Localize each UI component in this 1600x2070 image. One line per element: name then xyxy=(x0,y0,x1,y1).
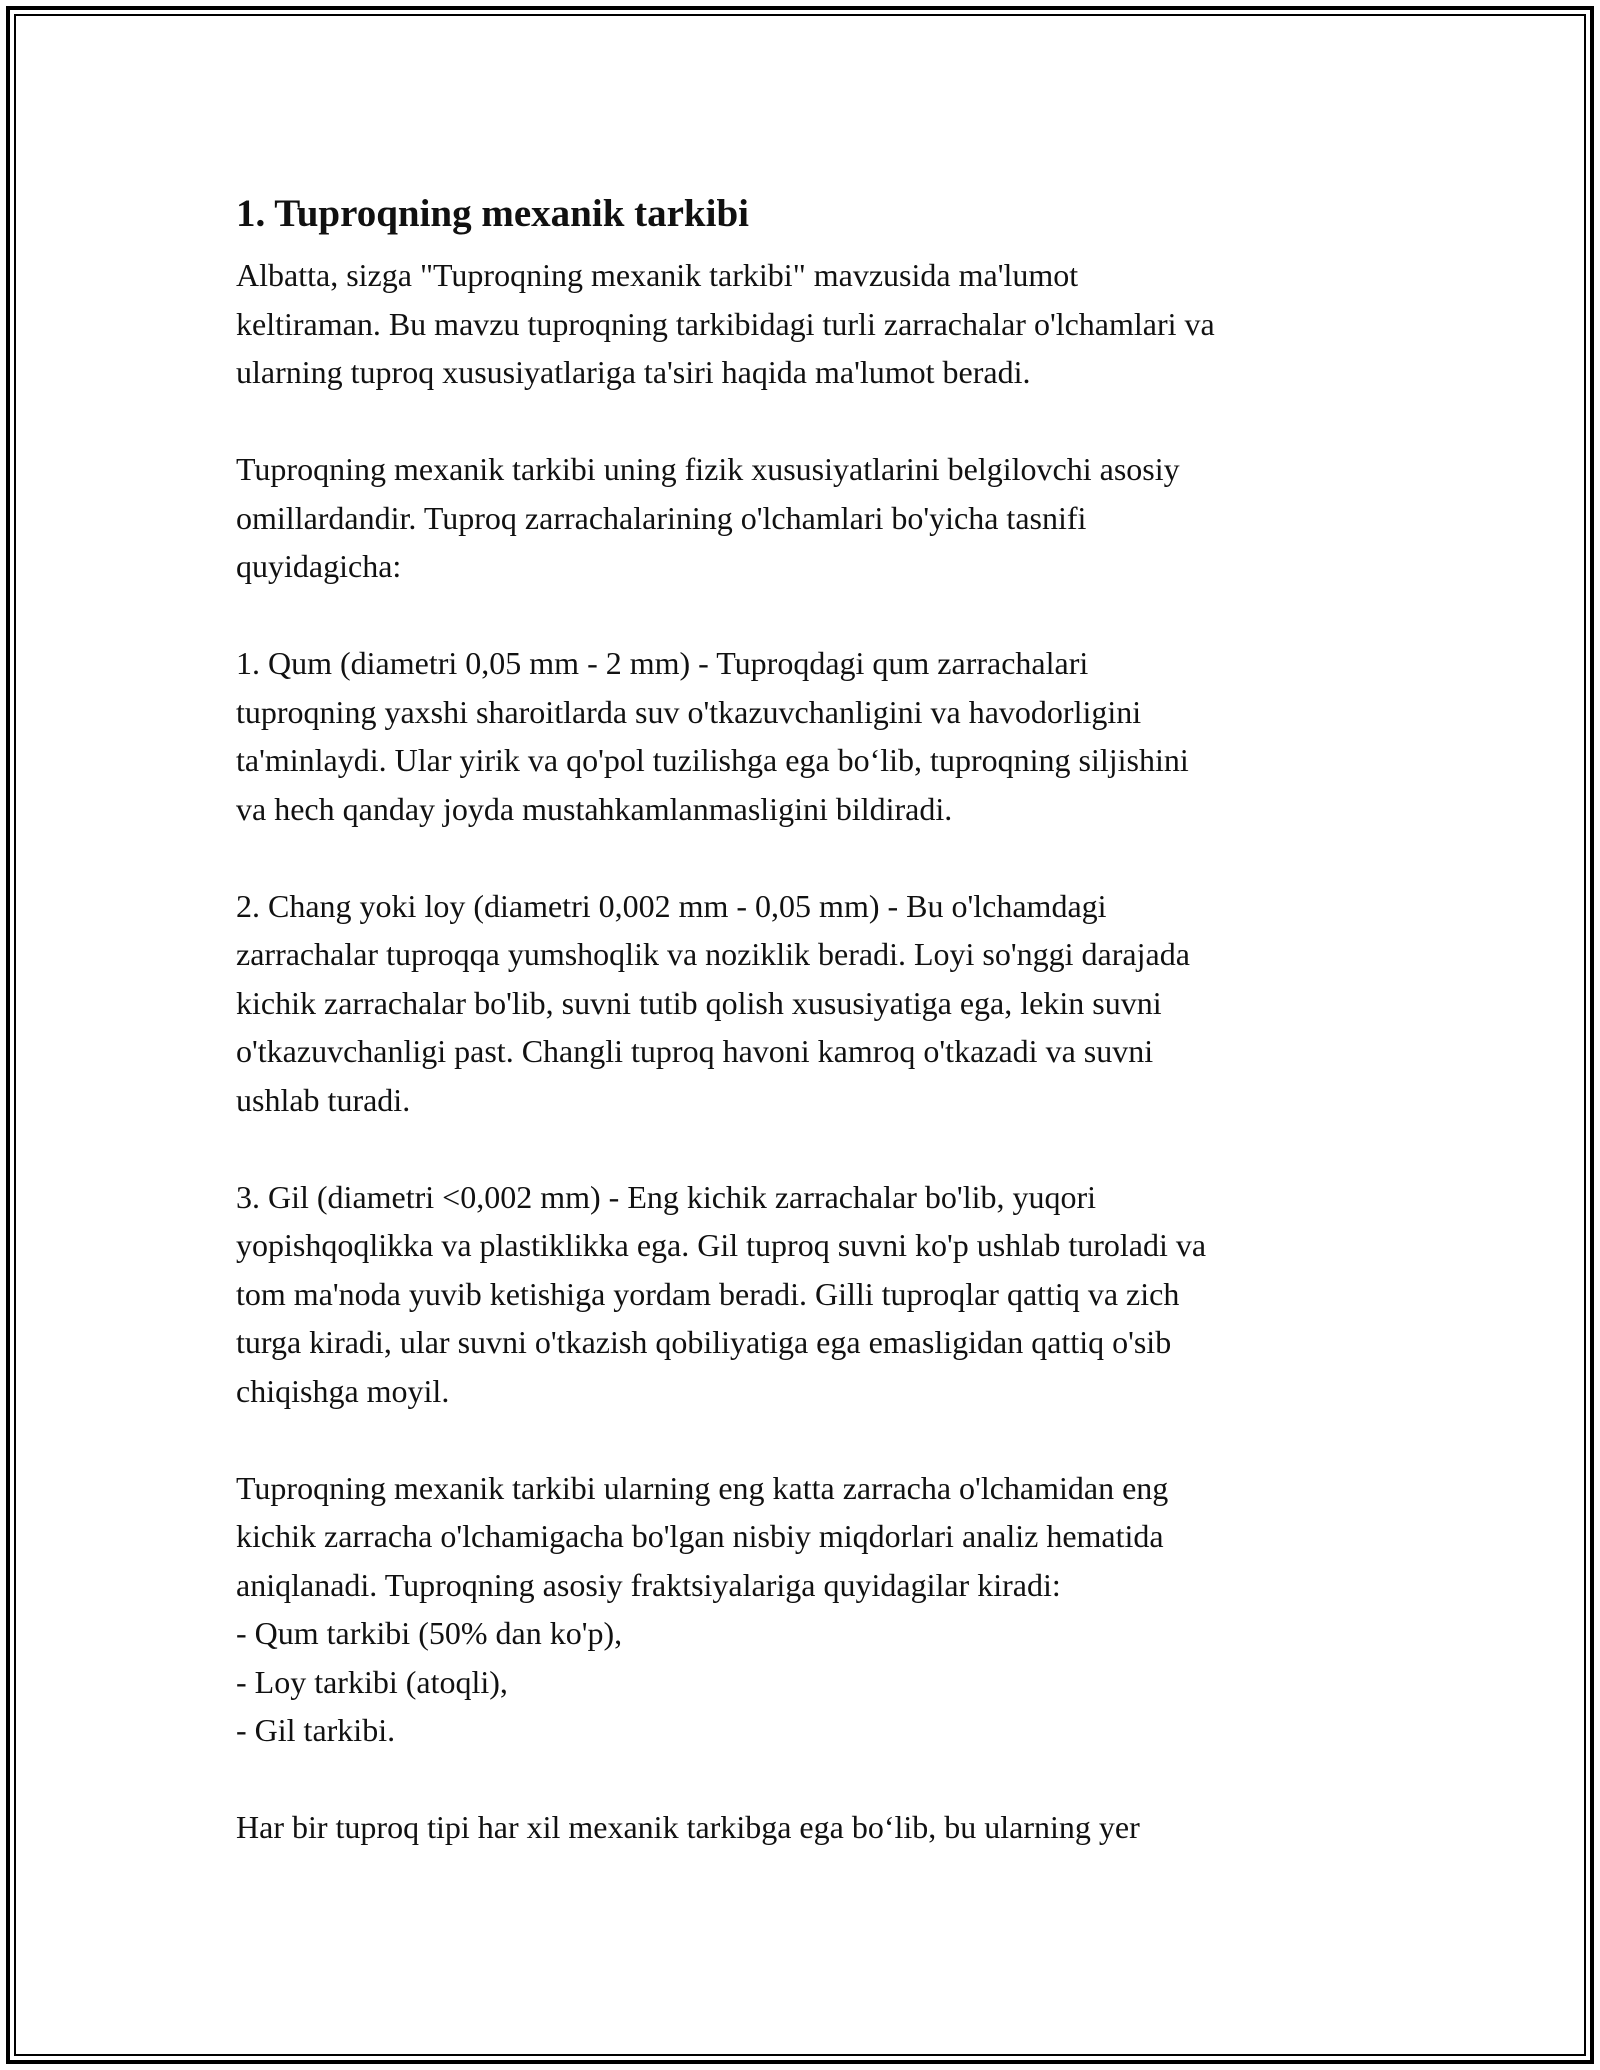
text-line: tuproqning yaxshi sharoitlarda suv o'tkazuvchanligini va havodorligini xyxy=(236,693,1142,730)
text-line: tom ma'noda yuvib ketishiga yordam beradi. Gilli tuproqlar qattiq va zich xyxy=(236,1275,1180,1312)
paragraph-sand xyxy=(236,639,1366,833)
text-line: quyidagicha: xyxy=(236,548,402,584)
text-line: chiqishga moyil. xyxy=(236,1372,450,1409)
text-line: o'tkazuvchanligi past. Changli tuproq havoni kamroq o'tkazadi va suvni xyxy=(236,1033,1154,1069)
text-line: kichik zarrachalar bo'lib, suvni tutib qolish xususiyatiga ega, lekin suvni xyxy=(236,984,1162,1021)
document-body xyxy=(236,185,1366,1900)
list-item: - Loy tarkibi (atoqli), xyxy=(236,1663,508,1700)
paragraph-classification xyxy=(236,445,1366,591)
text-line: va hech qanday joyda mustahkamlanmasligini bildiradi. xyxy=(236,790,953,827)
text-line: Har bir tuproq tipi har xil mexanik tarkibga ega bo‘lib, bu ularning yer xyxy=(236,1809,1140,1845)
text-line: Tuproqning mexanik tarkibi uning fizik xususiyatlarini belgilovchi asosiy xyxy=(236,451,1180,487)
list-item: - Gil tarkibi. xyxy=(236,1712,396,1748)
text-line: ta'minlaydi. Ular yirik va qo'pol tuzilishga ega bo‘lib, tuproqning siljishini xyxy=(236,742,1189,778)
text-line: Albatta, sizga "Tuproqning mexanik tarkibi" mavzusida ma'lumot xyxy=(236,257,1079,293)
text-line: kichik zarracha o'lchamigacha bo'lgan nisbiy miqdorlari analiz hematida xyxy=(236,1518,1164,1554)
paragraph-fractions xyxy=(236,1464,1366,1755)
list-item: - Qum tarkibi (50% dan ko'p), xyxy=(236,1615,623,1651)
paragraph-silt xyxy=(236,882,1366,1125)
text-line: 3. Gil (diametri <0,002 mm) - Eng kichik zarrachalar bo'lib, yuqori xyxy=(236,1178,1097,1215)
text-line: 1. Qum (diametri 0,05 mm - 2 mm) - Tuproqdagi qum zarrachalari xyxy=(236,645,1089,681)
text-line: turga kiradi, ular suvni o'tkazish qobiliyatiga ega emasligidan qattiq o'sib xyxy=(236,1324,1172,1360)
text-line: yopishqoqlikka va plastiklikka ega. Gil tuproq suvni ko'p ushlab turoladi va xyxy=(236,1227,1207,1263)
text-line: aniqlanadi. Tuproqning asosiy fraktsiyalariga quyidagilar kiradi: xyxy=(236,1566,1061,1603)
text-line: Tuproqning mexanik tarkibi ularning eng katta zarracha o'lchamidan eng xyxy=(236,1469,1169,1506)
text-line: keltiraman. Bu mavzu tuproqning tarkibidagi turli zarrachalar o'lchamlari va xyxy=(236,305,1215,342)
text-line: zarrachalar tuproqqa yumshoqlik va noziklik beradi. Loyi so'nggi darajada xyxy=(236,936,1190,972)
text-line: ularning tuproq xususiyatlariga ta'siri haqida ma'lumot beradi. xyxy=(236,354,1031,390)
paragraph-closing xyxy=(236,1803,1366,1852)
paragraph-intro xyxy=(236,251,1366,397)
paragraph-clay xyxy=(236,1173,1366,1416)
text-line: 2. Chang yoki loy (diametri 0,002 mm - 0,05 mm) - Bu o'lchamdagi xyxy=(236,887,1107,924)
text-line: omillardandir. Tuproq zarrachalarining o'lchamlari bo'yicha tasnifi xyxy=(236,499,1087,536)
text-line: ushlab turadi. xyxy=(236,1081,411,1118)
document-title: 1. Tuproqning mexanik tarkibi xyxy=(236,192,749,235)
